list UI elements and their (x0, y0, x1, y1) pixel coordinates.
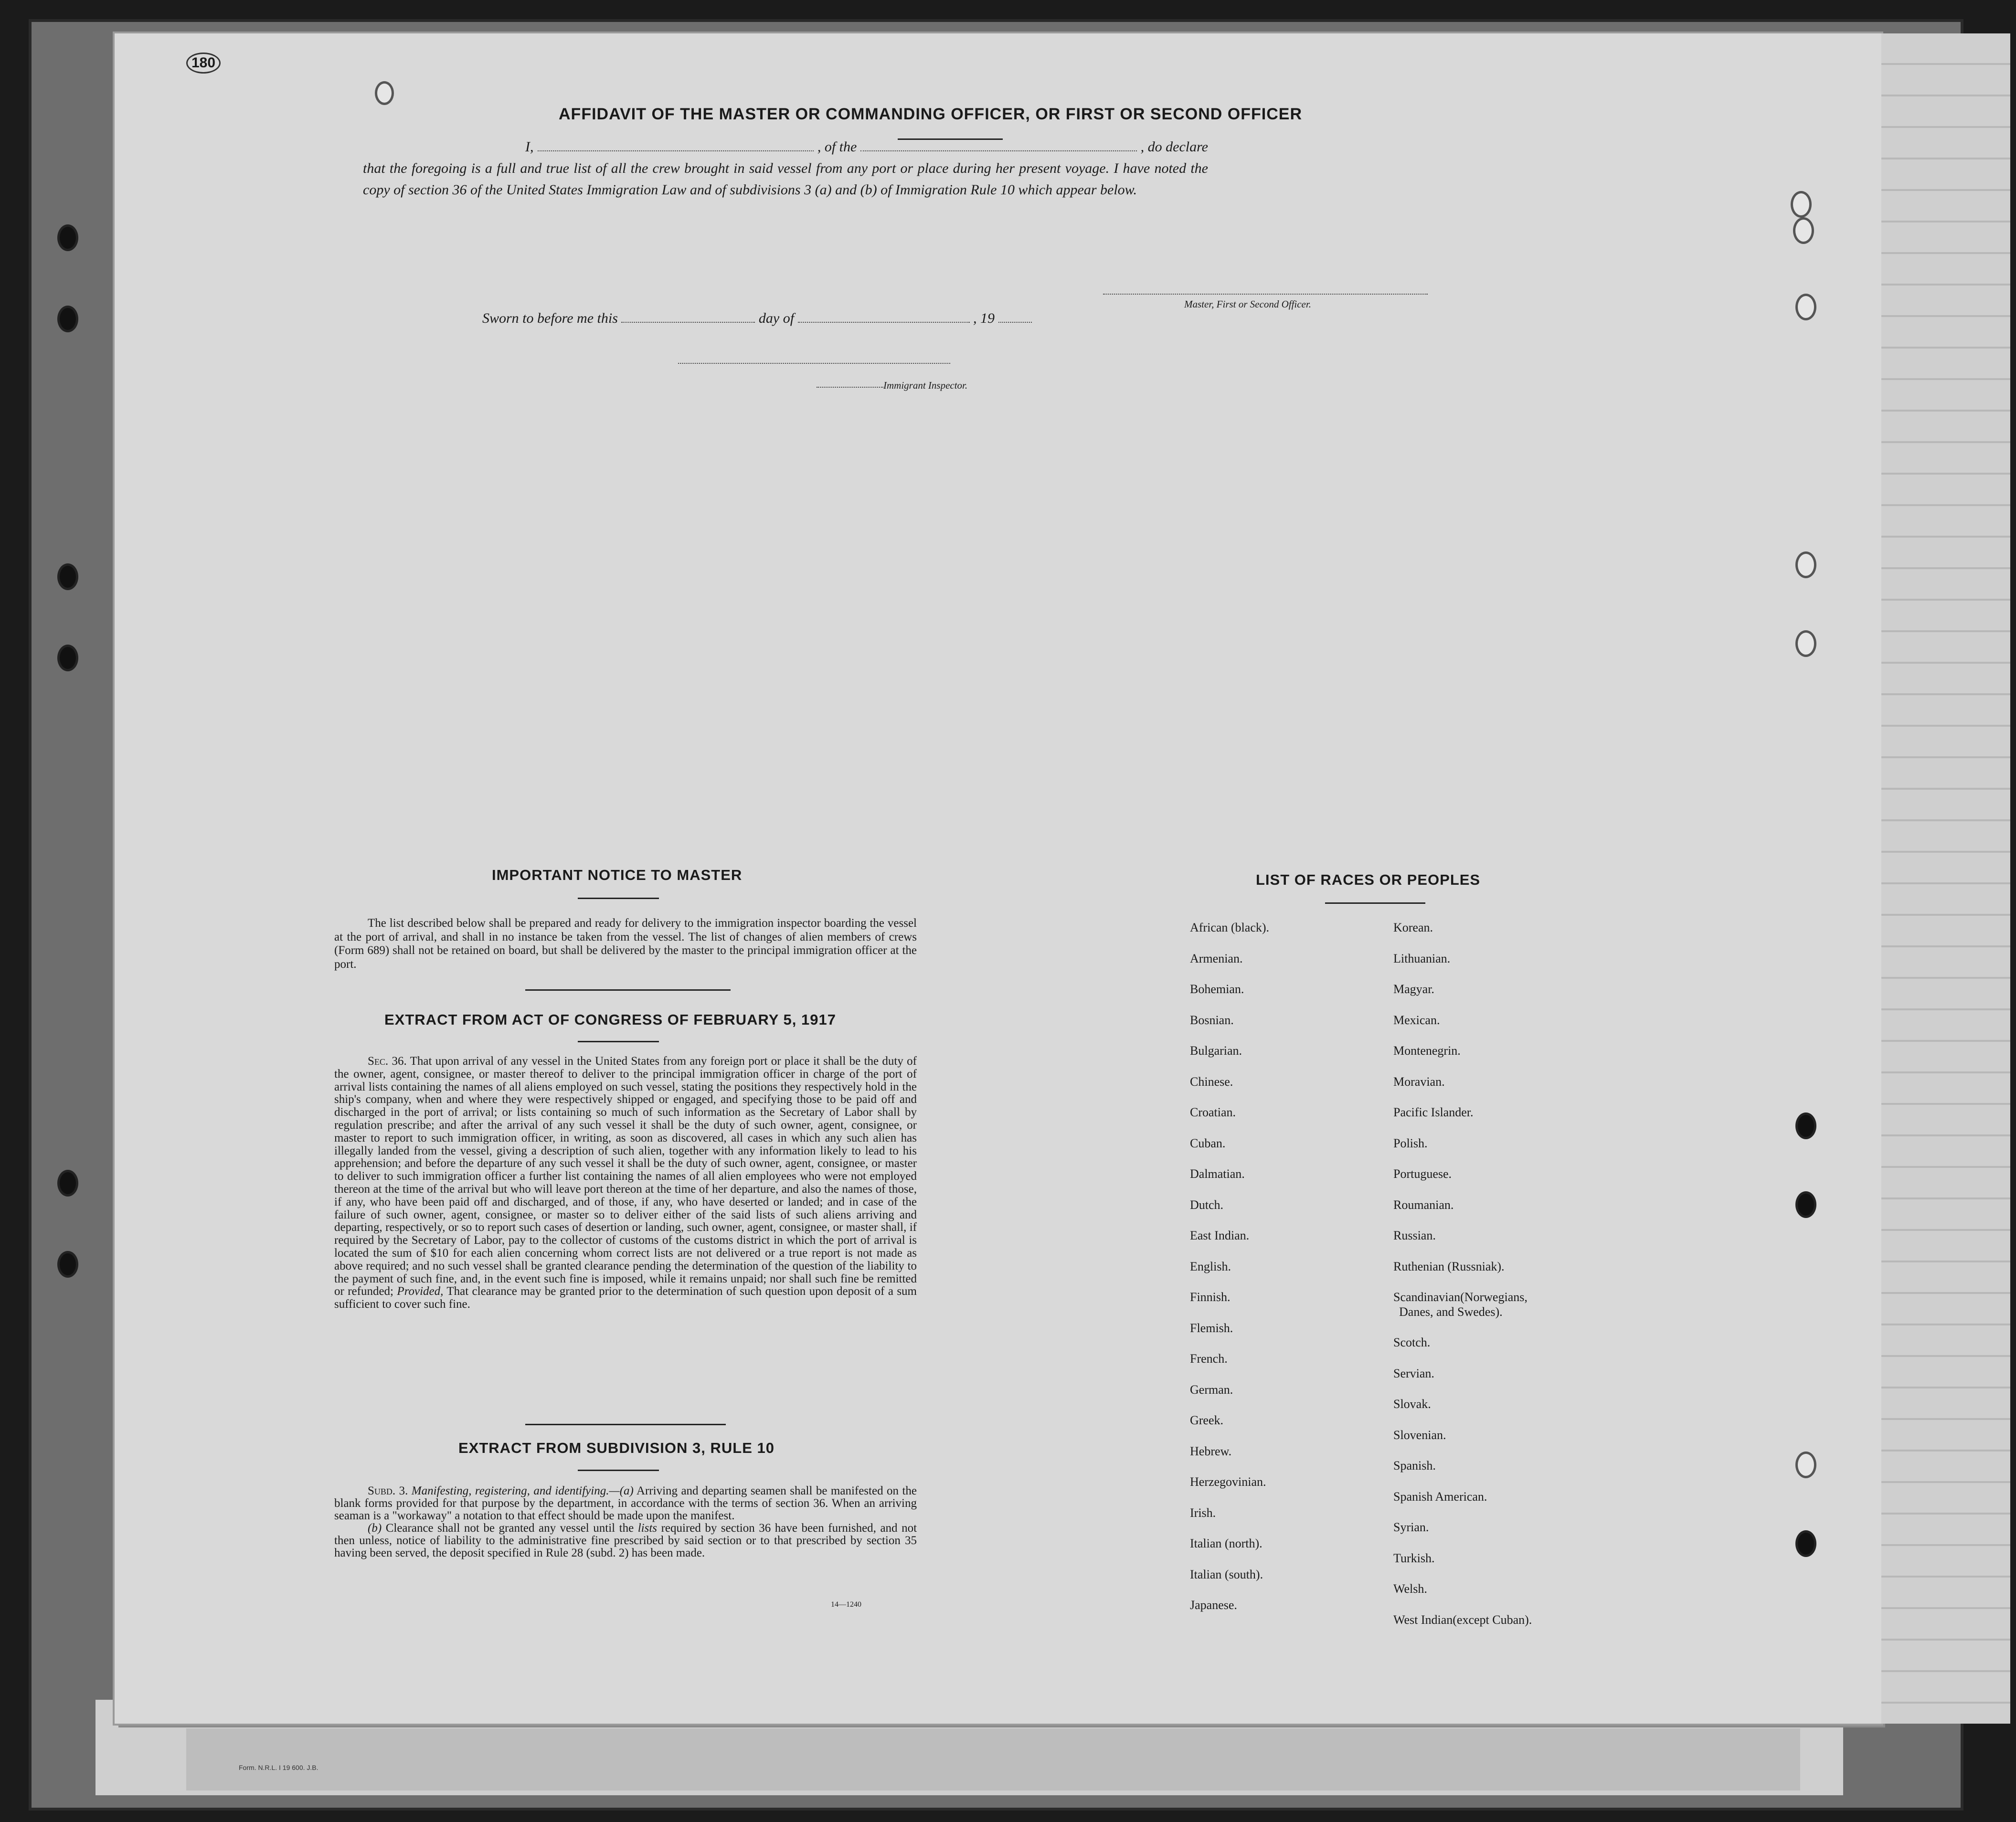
affidavit-body (363, 136, 1208, 201)
form-number: 14—1240 (831, 1600, 861, 1609)
b-text-2: required by section 36 have been furnished, and not then unless, notice of liability to the administrative fine prescribed by said section or to that prescribed by section 35 having been served, the deposit specified in Rule 28 (subd. 2) has been made. (334, 1522, 917, 1559)
master-signature-field[interactable] (1103, 294, 1428, 295)
subd-a-text: Arriving and departing seamen shall be manifested on the blank forms provided for that purpose by the department, in accordance with the terms of section 36. When an arriving seaman is a "workaway" a notation to that effect should be made upon the manifest. (334, 1484, 917, 1522)
race-item: Russian. (1393, 1229, 1436, 1242)
race-item: Lithuanian. (1393, 951, 1451, 965)
subd-italic: Manifesting, registering, and identifying.—(a) (411, 1484, 634, 1497)
inspector-signature-field[interactable] (678, 363, 950, 364)
punch-hole-icon (375, 81, 394, 105)
race-item: Scandinavian(Norwegians, (1393, 1290, 1528, 1304)
footer-form-number: Form. N.R.L. I 19 600. J.B. (239, 1764, 318, 1771)
signature-label: Master, First or Second Officer. (1184, 298, 1311, 310)
sec-body: That upon arrival of any vessel in the United States from any foreign port or place it shall be the duty of the owner, agent, consignee, or master thereof to deliver to the principal immigration officer in charge of the port of arrival lists containing the names of all aliens employed on such vessel, stating the positions they respectively hold in the ship's company, when and where they were respectively shipped or engaged, and specifying those to be paid off and discharged in the port of arrival; or lists containing so much of such information as the Secretary of Labor shall by regulation prescribe; and after the arrival of any such vessel it shall be the duty of such owner, agent, consignee, or master to report to such immigration officer, in writing, as soon as discovered, all cases in which any such alien has illegally landed from the vessel, giving a description of such alien, together with any information likely to lead to his apprehension; and before the departure of any such vessel it shall be the duty of such owner, agent, consignee, or master to deliver to such immigration officer a further list containing the names of all alien employees who were not employed thereon at the time of the arrival but who will leave port thereon at the time of her departure, and also the names of those, if any, who have been paid off and discharged, and of those, if any, who have deserted or landed; and in case of the failure of such owner, agent, consignee, or master so to deliver either of the said lists of such aliens arriving and departing, respectively, or so to report such cases of desertion or landing, such owner, agent, consignee, or master shall, if required by the Secretary of Labor, pay to the collector of customs of the customs district in which the port of arrival is located the sum of $10 for each alien concerning whom correct lists are not delivered or a true report is not made as above required; and no such vessel shall be granted clearance pending the determination of the question of the liability to the payment of such fine, and, in the event such fine is imposed, while it remains unpaid; nor shall such fine be remitted or refunded; (334, 1055, 917, 1298)
race-item: West Indian(except Cuban). (1393, 1612, 1532, 1627)
race-item: Welsh. (1393, 1582, 1427, 1596)
punch-hole-icon (1795, 1191, 1816, 1218)
race-item: Chinese. (1190, 1074, 1233, 1089)
divider (578, 898, 659, 899)
inspector-label: Immigrant Inspector. (883, 380, 968, 391)
race-item: Syrian. (1393, 1520, 1429, 1534)
race-item: Magyar. (1393, 982, 1434, 996)
ruled-margin (1881, 33, 2010, 1724)
subdivision-3-text (334, 1485, 917, 1559)
affidavit-declaration-line (363, 136, 1208, 158)
race-item: Cuban. (1190, 1136, 1226, 1150)
race-item: Italian (south). (1190, 1567, 1263, 1581)
race-item: Servian. (1393, 1366, 1434, 1380)
master-name-field[interactable] (538, 139, 814, 151)
affidavit-text: that the foregoing is a full and true list of all the crew brought in said vessel from any port or place during her present voyage. I have noted the copy of section 36 of the United States Immigration Law and of subdivisions 3 (a) and (b) of Immigration Rule 10 which appear below. (363, 160, 1208, 198)
divider (525, 1424, 726, 1425)
punch-hole-icon (57, 563, 78, 590)
b-lists: lists (637, 1522, 658, 1535)
race-item: Pacific Islander. (1393, 1105, 1474, 1119)
race-item: Italian (north). (1190, 1536, 1263, 1550)
race-item: Spanish. (1393, 1459, 1436, 1472)
subdivision-a (334, 1485, 917, 1522)
sworn-year-prefix: , 19 (973, 310, 995, 326)
race-item: Turkish. (1393, 1551, 1435, 1565)
vessel-name-field[interactable] (860, 139, 1136, 151)
affidavit-title: AFFIDAVIT OF THE MASTER OR COMMANDING OFFICER, OR FIRST OR SECOND OFFICER (559, 105, 1302, 123)
race-item: Flemish. (1190, 1321, 1233, 1335)
affidavit-declare: , do declare (1140, 139, 1208, 155)
race-item: Armenian. (1190, 951, 1243, 965)
race-item: Scotch. (1393, 1335, 1431, 1349)
punch-hole-icon (57, 1251, 78, 1278)
sworn-line (482, 310, 1032, 327)
subdivision-b (334, 1522, 917, 1559)
punch-hole-icon (1795, 551, 1816, 578)
punch-hole-icon (1793, 217, 1814, 244)
race-item: Roumanian. (1393, 1197, 1454, 1212)
punch-hole-icon (1795, 630, 1816, 657)
extract-rule-title: EXTRACT FROM SUBDIVISION 3, RULE 10 (458, 1440, 775, 1456)
sworn-text: Sworn to before me this (482, 310, 618, 326)
races-title: LIST OF RACES OR PEOPLES (1256, 871, 1481, 888)
punch-hole-icon (1791, 191, 1812, 218)
punch-hole-icon (1795, 1451, 1816, 1478)
sec-tail: That clearance may be granted prior to the determination of such question upon deposit of a sum sufficient to cover such fine. (334, 1285, 917, 1311)
sworn-day-of: day of (758, 310, 795, 326)
race-item: Montenegrin. (1393, 1044, 1461, 1058)
sworn-year-field[interactable] (998, 322, 1032, 323)
extract-act-title: EXTRACT FROM ACT OF CONGRESS OF FEBRUARY 5, 1917 (384, 1011, 836, 1028)
subd-label: Subd. 3. (368, 1484, 408, 1497)
race-item: Dutch. (1190, 1197, 1224, 1212)
punch-hole-icon (57, 224, 78, 251)
punch-hole-icon (1795, 294, 1816, 320)
divider (578, 1470, 659, 1471)
divider (578, 1041, 659, 1042)
race-item: Greek. (1190, 1413, 1224, 1427)
manifest-page (115, 33, 1881, 1724)
punch-hole-icon (57, 306, 78, 332)
race-item: Dalmatian. (1190, 1167, 1245, 1181)
notice-title: IMPORTANT NOTICE TO MASTER (492, 867, 743, 883)
provided-word: Provided, (397, 1285, 444, 1298)
race-item: Irish. (1190, 1505, 1216, 1520)
b-label: (b) (368, 1522, 382, 1535)
race-item: English. (1190, 1259, 1231, 1273)
race-item: Bulgarian. (1190, 1044, 1242, 1058)
b-text-1: Clearance shall not be granted any vessel until the (385, 1522, 634, 1535)
divider (1325, 902, 1425, 904)
punch-hole-icon (1795, 1112, 1816, 1139)
race-item: Spanish American. (1393, 1489, 1487, 1504)
race-item: Portuguese. (1393, 1167, 1452, 1181)
affidavit-i: I, (525, 139, 534, 155)
underlying-page-2 (186, 1728, 1800, 1790)
race-item: Slovak. (1393, 1397, 1431, 1411)
sworn-day-field[interactable] (621, 322, 755, 323)
race-item: East Indian. (1190, 1229, 1250, 1242)
race-item: Bohemian. (1190, 982, 1244, 996)
race-item: African (black). (1190, 921, 1270, 934)
race-item: Mexican. (1393, 1013, 1440, 1027)
page-number: 180 (186, 53, 221, 74)
race-item: French. (1190, 1352, 1228, 1366)
affidavit-of-the: , of the (817, 139, 857, 155)
race-item: Danes, and Swedes). (1399, 1304, 1503, 1319)
race-item: Korean. (1393, 921, 1433, 934)
punch-hole-icon (57, 645, 78, 671)
punch-hole-icon (1795, 1530, 1816, 1557)
race-item: Bosnian. (1190, 1013, 1234, 1027)
race-item: Moravian. (1393, 1074, 1445, 1089)
race-item: Polish. (1393, 1136, 1428, 1150)
sworn-month-field[interactable] (798, 322, 970, 323)
race-item: Herzegovinian. (1190, 1475, 1266, 1489)
race-item: Hebrew. (1190, 1444, 1232, 1458)
notice-body: The list described below shall be prepared and ready for delivery to the immigration inspector boarding the vessel at the port of arrival, and shall in no instance be taken from the vessel. The list of changes of alien members of crews (Form 689) shall not be retained on board, but shall be delivered by the master to the principal immigration officer at the port. (334, 917, 917, 971)
race-item: Ruthenian (Russniak). (1393, 1259, 1505, 1273)
race-item: Japanese. (1190, 1598, 1237, 1612)
race-item: Croatian. (1190, 1105, 1236, 1119)
race-item: German. (1190, 1382, 1233, 1397)
punch-hole-icon (57, 1170, 78, 1197)
divider (525, 989, 731, 991)
section-36-text (334, 1055, 917, 1311)
sec-label: Sec. 36. (368, 1055, 407, 1068)
race-item: Finnish. (1190, 1290, 1231, 1304)
inspector-dots (817, 387, 883, 388)
race-item: Slovenian. (1393, 1428, 1446, 1442)
